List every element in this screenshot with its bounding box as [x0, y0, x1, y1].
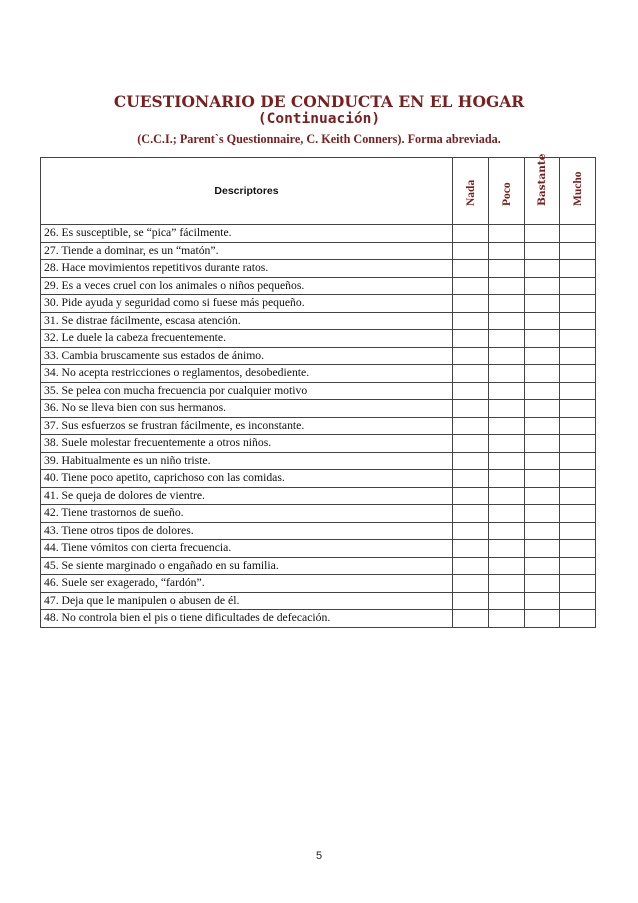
- answer-cell-bastante[interactable]: [525, 540, 560, 558]
- item-descriptor: 48. No controla bien el pis o tiene dificultades de defecación.: [41, 610, 453, 628]
- table-row: [41, 225, 596, 243]
- answer-cell-bastante[interactable]: [525, 295, 560, 313]
- item-descriptor: 40. Tiene poco apetito, caprichoso con las comidas.: [41, 470, 453, 488]
- answer-cell-poco[interactable]: [489, 592, 525, 610]
- document-source: (C.C.I.; Parent`s Questionnaire, C. Keith Conners). Forma abreviada.: [137, 132, 501, 146]
- answer-cell-nada[interactable]: [453, 592, 489, 610]
- table-row: [41, 260, 596, 278]
- answer-cell-bastante[interactable]: [525, 312, 560, 330]
- answer-cell-mucho[interactable]: [560, 382, 596, 400]
- answer-cell-nada[interactable]: [453, 225, 489, 243]
- answer-cell-nada[interactable]: [453, 295, 489, 313]
- item-descriptor: 28. Hace movimientos repetitivos durante ratos.: [41, 260, 453, 278]
- answer-cell-mucho[interactable]: [560, 487, 596, 505]
- item-descriptor: 39. Habitualmente es un niño triste.: [41, 452, 453, 470]
- answer-cell-mucho[interactable]: [560, 522, 596, 540]
- answer-cell-bastante[interactable]: [525, 610, 560, 628]
- item-descriptor: 47. Deja que le manipulen o abusen de él.: [41, 592, 453, 610]
- answer-cell-nada[interactable]: [453, 260, 489, 278]
- answer-cell-nada[interactable]: [453, 312, 489, 330]
- table-row: [41, 540, 596, 558]
- table-row: [41, 610, 596, 628]
- table-row: [41, 295, 596, 313]
- answer-cell-poco[interactable]: [489, 417, 525, 435]
- answer-cell-poco[interactable]: [489, 540, 525, 558]
- answer-cell-poco[interactable]: [489, 365, 525, 383]
- answer-cell-mucho[interactable]: [560, 242, 596, 260]
- item-descriptor: 41. Se queja de dolores de vientre.: [41, 487, 453, 505]
- answer-cell-nada[interactable]: [453, 557, 489, 575]
- answer-cell-mucho[interactable]: [560, 225, 596, 243]
- answer-cell-bastante[interactable]: [525, 575, 560, 593]
- table-row: [41, 400, 596, 418]
- item-descriptor: 30. Pide ayuda y seguridad como si fuese más pequeño.: [41, 295, 453, 313]
- answer-cell-mucho[interactable]: [560, 452, 596, 470]
- answer-cell-poco[interactable]: [489, 347, 525, 365]
- answer-cell-nada[interactable]: [453, 505, 489, 523]
- answer-cell-nada[interactable]: [453, 487, 489, 505]
- answer-cell-poco[interactable]: [489, 277, 525, 295]
- item-descriptor: 44. Tiene vómitos con cierta frecuencia.: [41, 540, 453, 558]
- answer-cell-bastante[interactable]: [525, 452, 560, 470]
- answer-cell-mucho[interactable]: [560, 540, 596, 558]
- answer-cell-poco[interactable]: [489, 470, 525, 488]
- answer-cell-nada[interactable]: [453, 277, 489, 295]
- answer-cell-bastante[interactable]: [525, 330, 560, 348]
- answer-cell-bastante[interactable]: [525, 592, 560, 610]
- page-number: 5: [315, 850, 323, 862]
- item-descriptor: 26. Es susceptible, se “pica” fácilmente.: [41, 225, 453, 243]
- answer-cell-mucho[interactable]: [560, 417, 596, 435]
- answer-cell-nada[interactable]: [453, 242, 489, 260]
- answer-cell-poco[interactable]: [489, 312, 525, 330]
- answer-cell-bastante[interactable]: [525, 365, 560, 383]
- answer-cell-bastante[interactable]: [525, 382, 560, 400]
- answer-cell-nada[interactable]: [453, 540, 489, 558]
- column-header-descriptores: Descriptores: [41, 158, 453, 225]
- column-header-nada: Nada: [453, 158, 489, 225]
- answer-cell-poco[interactable]: [489, 575, 525, 593]
- answer-cell-nada[interactable]: [453, 365, 489, 383]
- item-descriptor: 45. Se siente marginado o engañado en su familia.: [41, 557, 453, 575]
- answer-cell-poco[interactable]: [489, 295, 525, 313]
- answer-cell-nada[interactable]: [453, 435, 489, 453]
- answer-cell-bastante[interactable]: [525, 242, 560, 260]
- column-header-poco: Poco: [489, 158, 525, 225]
- answer-cell-nada[interactable]: [453, 610, 489, 628]
- answer-cell-bastante[interactable]: [525, 557, 560, 575]
- answer-cell-mucho[interactable]: [560, 470, 596, 488]
- answer-cell-bastante[interactable]: [525, 505, 560, 523]
- item-descriptor: 42. Tiene trastornos de sueño.: [41, 505, 453, 523]
- table-row: [41, 452, 596, 470]
- item-descriptor: 43. Tiene otros tipos de dolores.: [41, 522, 453, 540]
- answer-cell-nada[interactable]: [453, 522, 489, 540]
- answer-cell-poco[interactable]: [489, 487, 525, 505]
- document-title: CUESTIONARIO DE CONDUCTA EN EL HOGAR: [113, 92, 525, 111]
- questionnaire-table: [40, 153, 596, 628]
- answer-cell-mucho[interactable]: [560, 260, 596, 278]
- answer-cell-bastante[interactable]: [525, 417, 560, 435]
- header-row: [41, 158, 596, 225]
- answer-cell-bastante[interactable]: [525, 435, 560, 453]
- answer-cell-nada[interactable]: [453, 452, 489, 470]
- answer-cell-bastante[interactable]: [525, 470, 560, 488]
- answer-cell-poco[interactable]: [489, 557, 525, 575]
- table-row: [41, 242, 596, 260]
- answer-cell-nada[interactable]: [453, 400, 489, 418]
- answer-cell-poco[interactable]: [489, 382, 525, 400]
- answer-cell-nada[interactable]: [453, 330, 489, 348]
- answer-cell-mucho[interactable]: [560, 575, 596, 593]
- answer-cell-poco[interactable]: [489, 260, 525, 278]
- answer-cell-poco[interactable]: [489, 435, 525, 453]
- table-row: [41, 575, 596, 593]
- table-row: [41, 365, 596, 383]
- table-row: [41, 435, 596, 453]
- table-row: [41, 417, 596, 435]
- answer-cell-bastante[interactable]: [525, 400, 560, 418]
- table-row: [41, 592, 596, 610]
- item-descriptor: 37. Sus esfuerzos se frustran fácilmente, es inconstante.: [41, 417, 453, 435]
- answer-cell-mucho[interactable]: [560, 277, 596, 295]
- table-row: [41, 557, 596, 575]
- item-descriptor: 31. Se distrae fácilmente, escasa atención.: [41, 312, 453, 330]
- answer-cell-mucho[interactable]: [560, 610, 596, 628]
- answer-cell-mucho[interactable]: [560, 400, 596, 418]
- answer-cell-nada[interactable]: [453, 382, 489, 400]
- answer-cell-poco[interactable]: [489, 242, 525, 260]
- answer-cell-poco[interactable]: [489, 330, 525, 348]
- item-descriptor: 32. Le duele la cabeza frecuentemente.: [41, 330, 453, 348]
- answer-cell-nada[interactable]: [453, 470, 489, 488]
- answer-cell-mucho[interactable]: [560, 505, 596, 523]
- answer-cell-bastante[interactable]: [525, 225, 560, 243]
- answer-cell-mucho[interactable]: [560, 557, 596, 575]
- column-header-mucho: Mucho: [560, 158, 596, 225]
- table-row: [41, 382, 596, 400]
- answer-cell-mucho[interactable]: [560, 435, 596, 453]
- answer-cell-mucho[interactable]: [560, 347, 596, 365]
- answer-cell-poco[interactable]: [489, 400, 525, 418]
- answer-cell-nada[interactable]: [453, 347, 489, 365]
- document-subtitle: (Continuación): [257, 111, 381, 127]
- column-header-bastante: Bastante: [525, 158, 560, 225]
- item-descriptor: 33. Cambia bruscamente sus estados de ánimo.: [41, 347, 453, 365]
- item-descriptor: 46. Suele ser exagerado, “fardón”.: [41, 575, 453, 593]
- answer-cell-mucho[interactable]: [560, 592, 596, 610]
- item-descriptor: 34. No acepta restricciones o reglamentos, desobediente.: [41, 365, 453, 383]
- answer-cell-bastante[interactable]: [525, 277, 560, 295]
- answer-cell-poco[interactable]: [489, 225, 525, 243]
- answer-cell-nada[interactable]: [453, 575, 489, 593]
- item-descriptor: 36. No se lleva bien con sus hermanos.: [41, 400, 453, 418]
- item-descriptor: 27. Tiende a dominar, es un “matón”.: [41, 242, 453, 260]
- answer-cell-mucho[interactable]: [560, 330, 596, 348]
- table-row: [41, 470, 596, 488]
- answer-cell-bastante[interactable]: [525, 522, 560, 540]
- table-row: [41, 312, 596, 330]
- answer-cell-bastante[interactable]: [525, 260, 560, 278]
- answer-cell-poco[interactable]: [489, 505, 525, 523]
- table-row: [41, 522, 596, 540]
- answer-cell-poco[interactable]: [489, 452, 525, 470]
- answer-cell-bastante[interactable]: [525, 487, 560, 505]
- item-descriptor: 35. Se pelea con mucha frecuencia por cualquier motivo: [41, 382, 453, 400]
- answer-cell-nada[interactable]: [453, 417, 489, 435]
- answer-cell-bastante[interactable]: [525, 347, 560, 365]
- table-row: [41, 277, 596, 295]
- item-descriptor: 29. Es a veces cruel con los animales o niños pequeños.: [41, 277, 453, 295]
- table-row: [41, 330, 596, 348]
- item-descriptor: 38. Suele molestar frecuentemente a otros niños.: [41, 435, 453, 453]
- answer-cell-mucho[interactable]: [560, 295, 596, 313]
- table-row: [41, 487, 596, 505]
- answer-cell-poco[interactable]: [489, 522, 525, 540]
- table-row: [41, 505, 596, 523]
- answer-cell-mucho[interactable]: [560, 365, 596, 383]
- table-row: [41, 347, 596, 365]
- answer-cell-mucho[interactable]: [560, 312, 596, 330]
- answer-cell-poco[interactable]: [489, 610, 525, 628]
